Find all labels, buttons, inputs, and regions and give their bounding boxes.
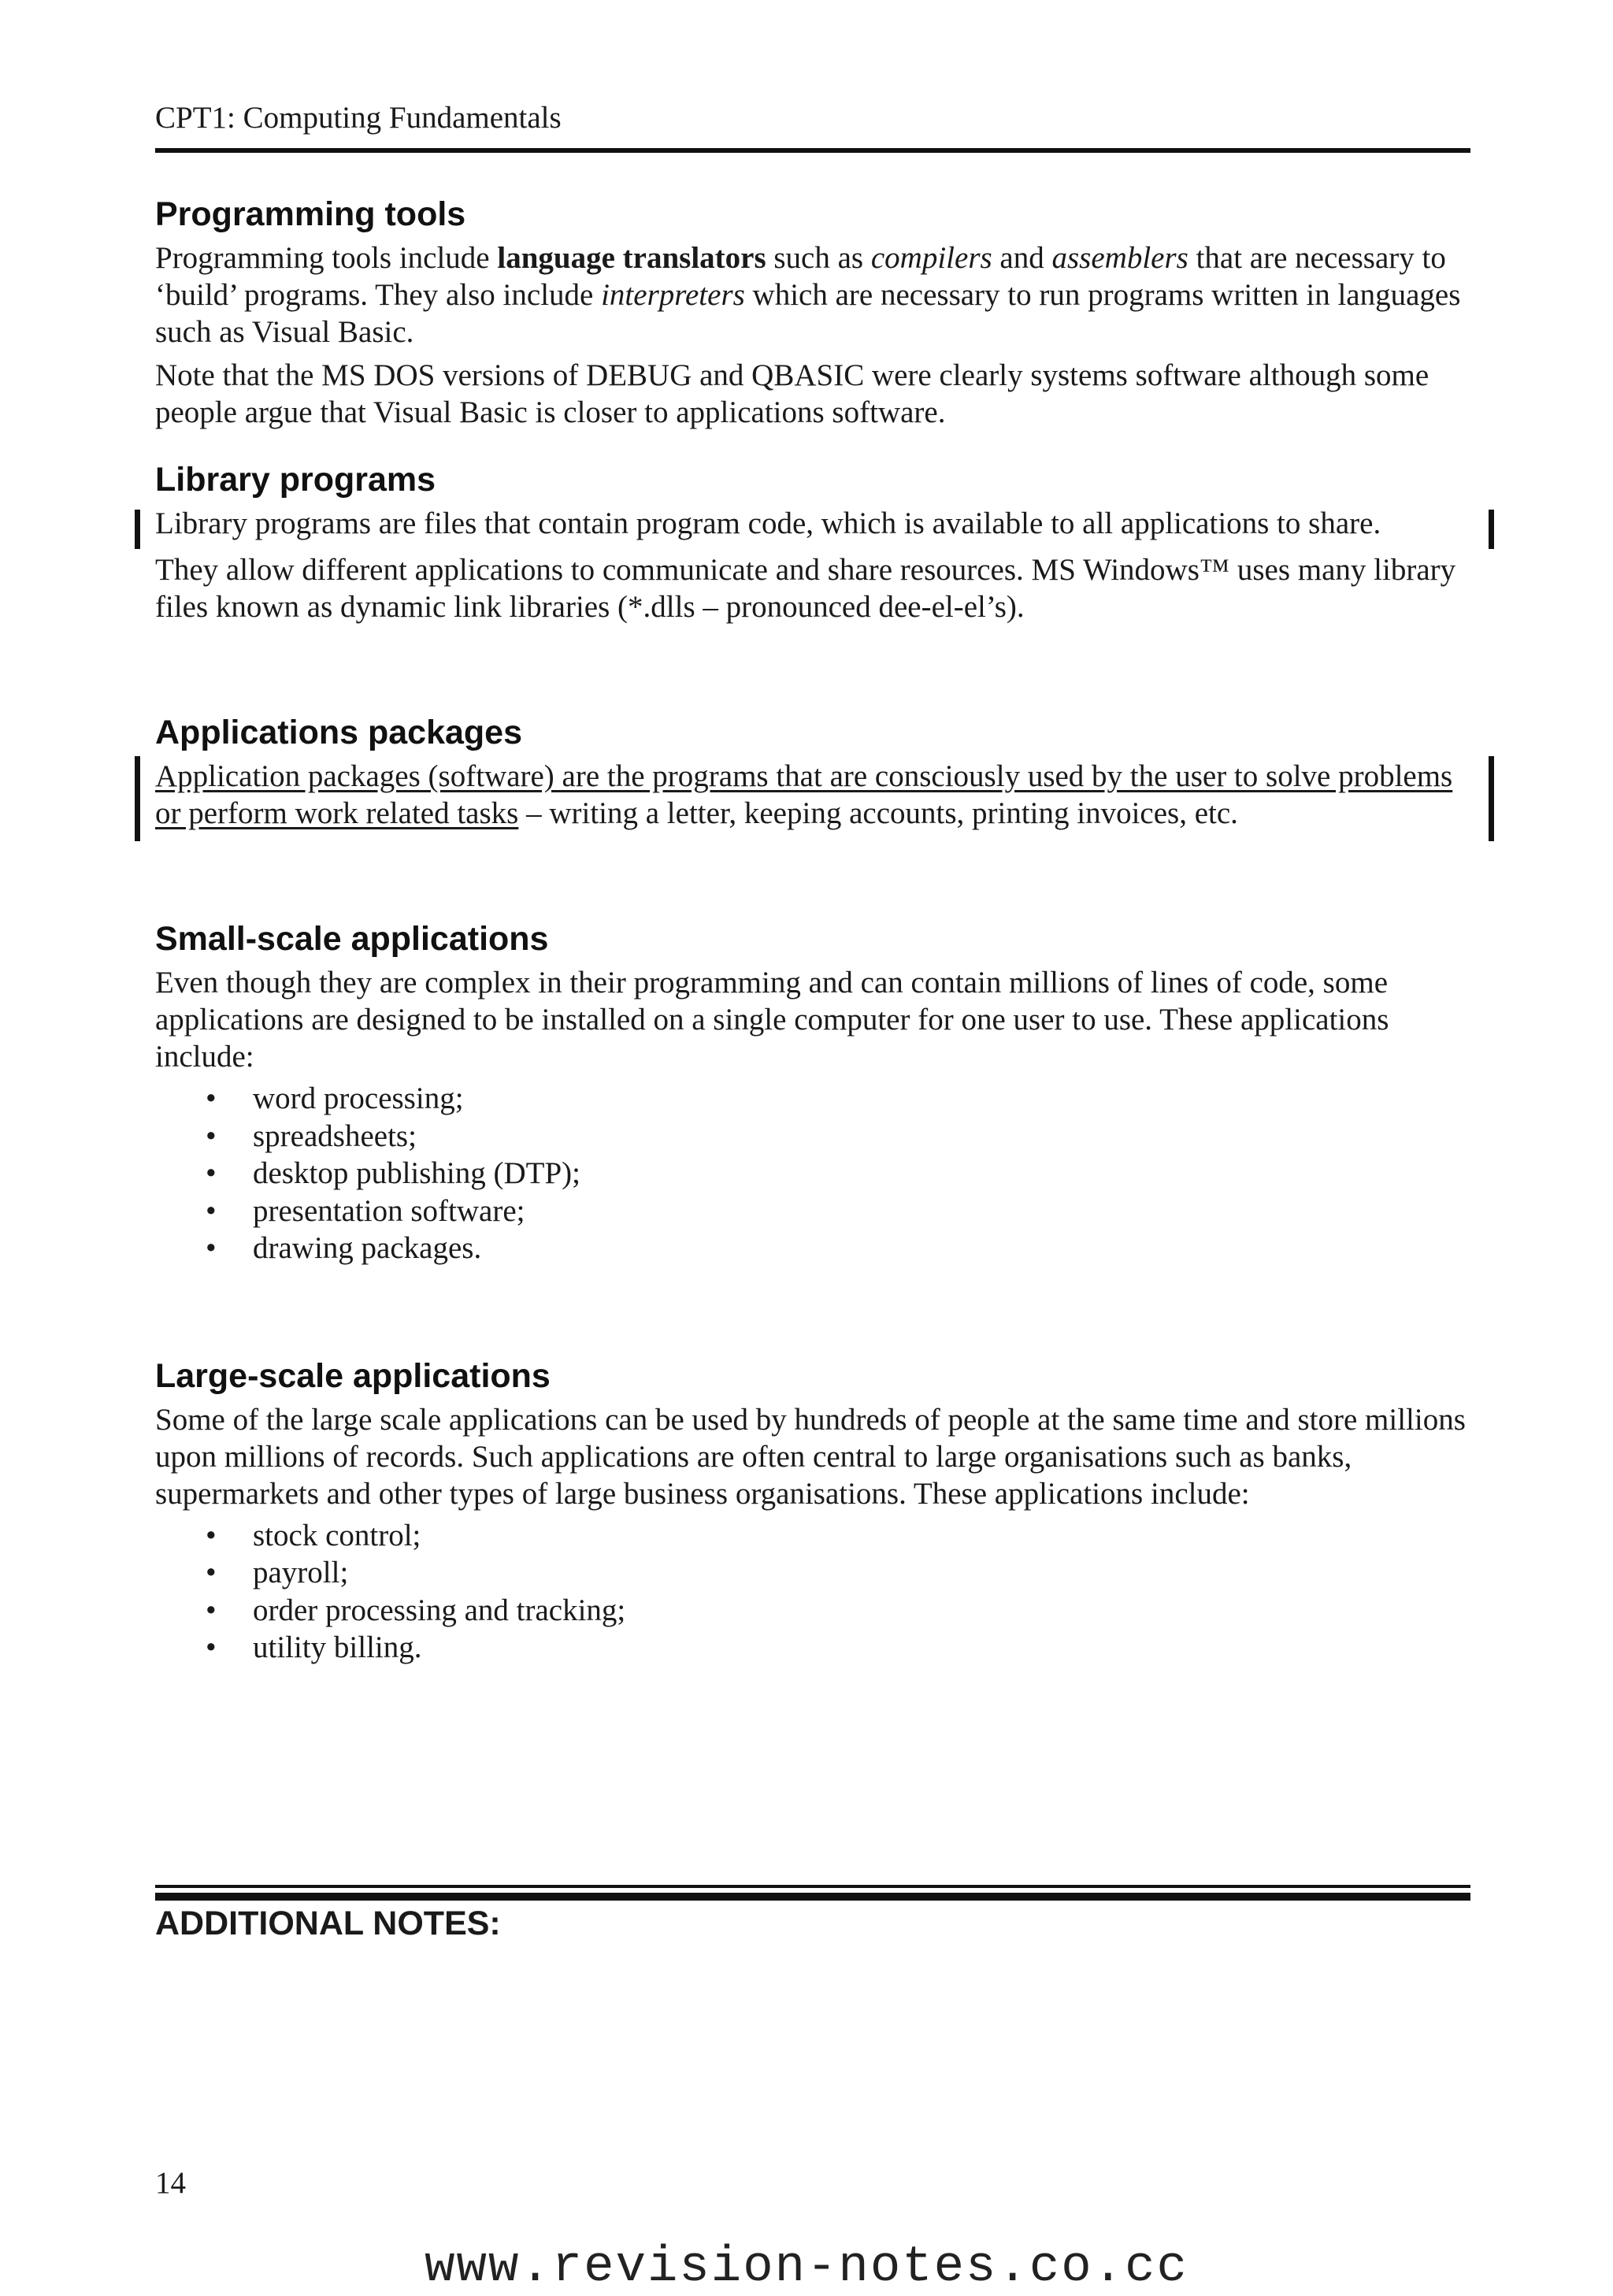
list-item-text: spreadsheets;: [253, 1118, 417, 1153]
section-heading: Programming tools: [155, 195, 466, 233]
italic-term: interpreters: [601, 278, 745, 312]
bullet-list: [155, 1080, 1478, 1267]
bold-term: language translators: [497, 241, 766, 275]
page-number: 14: [155, 2166, 186, 2200]
section-heading: Small-scale applications: [155, 920, 549, 958]
italic-term: assemblers: [1051, 241, 1188, 275]
list-item: [206, 1517, 1478, 1555]
list-item: [206, 1629, 1478, 1667]
section-heading: Applications packages: [155, 714, 522, 751]
list-item-text: desktop publishing (DTP);: [253, 1156, 580, 1190]
paragraph: Library programs are files that contain program code, which is available to all applications to share.: [155, 506, 1381, 540]
underlined-definition: Application packages (software) are the programs that are consciously used by the user to solve problems or perform work related tasks: [155, 759, 1453, 830]
page-content: [155, 194, 1478, 1667]
list-item-text: stock control;: [253, 1518, 421, 1552]
section-applications-packages: [155, 712, 1478, 832]
list-item: [206, 1193, 1478, 1230]
text-run: – writing a letter, keeping accounts, printing invoices, etc.: [518, 796, 1238, 830]
list-item: [206, 1118, 1478, 1155]
text-run: which are necessary to run programs written in languages such as Visual Basic.: [155, 278, 1461, 349]
bullet-icon: •: [206, 1630, 217, 1664]
bullet-icon: •: [206, 1156, 217, 1190]
text-run: such as: [766, 241, 871, 275]
list-item-text: order processing and tracking;: [253, 1593, 626, 1627]
section-programming-tools: [155, 194, 1478, 431]
list-item: [206, 1080, 1478, 1118]
running-header: CPT1: Computing Fundamentals: [155, 101, 562, 135]
section-library-programs: [155, 459, 1478, 625]
list-item-text: word processing;: [253, 1081, 464, 1115]
additional-notes-heading: ADDITIONAL NOTES:: [155, 1905, 501, 1942]
text-run: Programming tools include: [155, 241, 498, 275]
bullet-icon: •: [206, 1518, 217, 1552]
paragraph: Note that the MS DOS versions of DEBUG and QBASIC were clearly systems software although some people argue that Visual Basic is closer to applications software.: [155, 358, 1429, 429]
notes-rule-thin: [155, 1885, 1470, 1888]
bullet-icon: •: [206, 1556, 217, 1589]
list-item: [206, 1230, 1478, 1267]
bullet-list: [155, 1517, 1478, 1667]
bullet-icon: •: [206, 1118, 217, 1153]
section-heading: Library programs: [155, 461, 436, 499]
bullet-icon: •: [206, 1193, 217, 1228]
bullet-icon: •: [206, 1231, 217, 1265]
change-bar-right: [1489, 510, 1494, 549]
change-bar-left: [135, 756, 140, 841]
watermark-url: www.revision-notes.co.cc: [425, 2239, 1188, 2296]
paragraph: [155, 758, 1478, 832]
list-item-text: utility billing.: [253, 1630, 422, 1664]
bullet-icon: •: [206, 1081, 217, 1115]
list-item-text: presentation software;: [253, 1193, 525, 1228]
bullet-icon: •: [206, 1593, 217, 1627]
section-small-scale: [155, 918, 1478, 1267]
change-bar-left: [135, 510, 140, 549]
section-large-scale: [155, 1356, 1478, 1667]
list-item-text: payroll;: [253, 1556, 349, 1589]
text-run: and: [992, 241, 1052, 275]
list-item: [206, 1592, 1478, 1630]
list-item: [206, 1554, 1478, 1592]
paragraph: Some of the large scale applications can be used by hundreds of people at the same time and store millions upon millions of records. Such applications are often central to large organisations such as banks, supermarkets and other types of large business organisations. These applications include:: [155, 1402, 1466, 1511]
text-run: that are necessary to ‘build’ programs. They also include: [155, 241, 1446, 312]
header-rule: [155, 148, 1470, 153]
change-bar-right: [1489, 756, 1494, 841]
paragraph: [155, 239, 1478, 351]
italic-term: compilers: [870, 241, 992, 275]
paragraph: They allow different applications to communicate and share resources. MS Windows™ uses many library files known as dynamic link libraries (*.dlls – pronounced dee-el-el’s).: [155, 553, 1456, 624]
section-heading: Large-scale applications: [155, 1356, 551, 1395]
list-item: [206, 1155, 1478, 1193]
list-item-text: drawing packages.: [253, 1231, 482, 1265]
paragraph: Even though they are complex in their programming and can contain millions of lines of code, some applications are designed to be installed on a single computer for one user to use. These applications include:: [155, 966, 1389, 1074]
